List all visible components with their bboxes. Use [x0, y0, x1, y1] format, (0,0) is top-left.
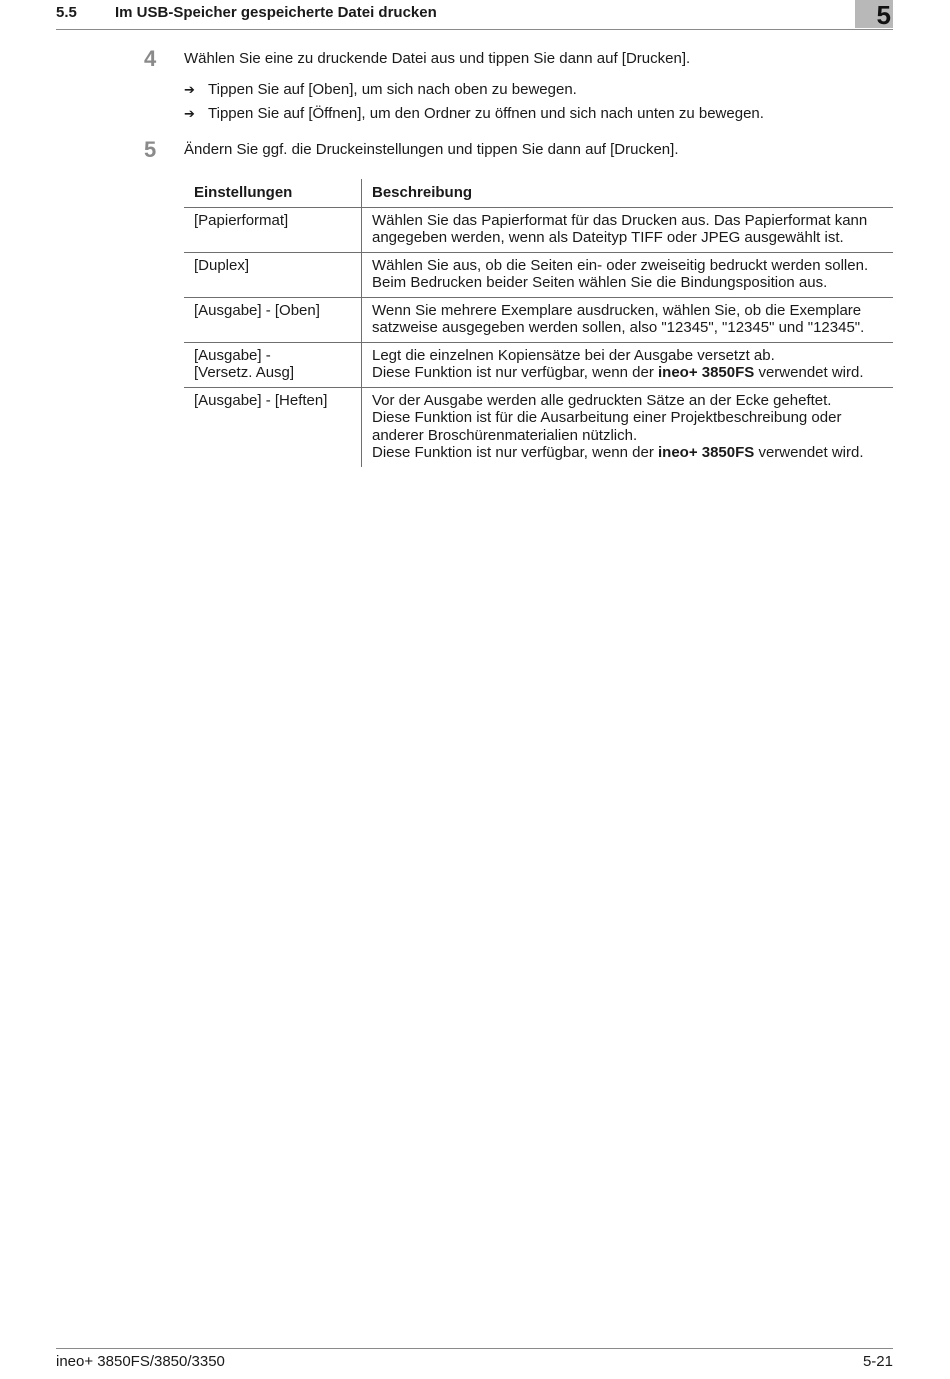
step-4-bullet-1: [184, 81, 577, 99]
chapter-tab: [855, 0, 893, 28]
availability-prefix: Diese Funktion ist nur verfügbar, wenn der: [372, 364, 658, 381]
setting-cell: [Ausgabe] - [Heften]: [184, 387, 362, 467]
description-line: Legt die einzelnen Kopiensätze bei der Ausgabe versetzt ab.: [372, 346, 775, 364]
setting-line: [Ausgabe] -: [194, 346, 271, 364]
arrow-right-icon: ➔: [184, 106, 195, 121]
chapter-number: 5: [876, 0, 891, 30]
setting-cell: [Ausgabe] - [Oben]: [184, 297, 362, 342]
availability-suffix: verwendet wird.: [754, 444, 864, 461]
setting-cell: [Duplex]: [184, 252, 362, 297]
table-row: [184, 387, 893, 467]
setting-line: [Versetz. Ausg]: [194, 364, 295, 381]
description-cell: Wählen Sie aus, ob die Seiten ein- oder zweiseitig bedruckt werden sollen. Beim Bedrucken beider Seiten wählen Sie die Bindungsposition aus.: [372, 256, 869, 291]
section-number: 5.5: [56, 4, 77, 21]
description-line: Vor der Ausgabe werden alle gedruckten Sätze an der Ecke geheftet.: [372, 391, 832, 409]
availability-note: [372, 364, 883, 382]
page-header: [56, 0, 893, 30]
table-row: [184, 207, 893, 252]
availability-note: [372, 444, 883, 462]
bullet-text: Tippen Sie auf [Oben], um sich nach oben zu bewegen.: [208, 81, 577, 98]
description-line: Diese Funktion ist für die Ausarbeitung einer Projektbeschreibung oder anderer Broschürenmaterialien nützlich.: [372, 409, 842, 444]
model-name: ineo+ 3850FS: [657, 444, 755, 461]
page-footer: [56, 1348, 893, 1370]
bullet-text: Tippen Sie auf [Öffnen], um den Ordner zu öffnen und sich nach unten zu bewegen.: [208, 105, 764, 122]
table-row: [184, 297, 893, 342]
table-row: [184, 342, 893, 387]
step-number: 5: [144, 137, 157, 162]
table-header-row: [184, 179, 893, 207]
availability-suffix: verwendet wird.: [754, 364, 864, 381]
page-number: 5-21: [862, 1353, 893, 1370]
description-cell: Wählen Sie das Papierformat für das Drucken aus. Das Papierformat kann angegeben werden, wenn als Dateityp TIFF oder JPEG ausgewählt ist.: [372, 211, 868, 246]
table-row: [184, 252, 893, 297]
step-text: Wählen Sie eine zu druckende Datei aus und tippen Sie dann auf [Drucken].: [184, 50, 691, 67]
description-cell: [362, 342, 894, 387]
model-name: ineo+ 3850FS: [657, 364, 755, 381]
description-cell: Wenn Sie mehrere Exemplare ausdrucken, wählen Sie, ob die Exemplare satzweise ausgegeben werden sollen, also "12345", "12345" und "12345".: [372, 301, 865, 336]
column-header-description: Beschreibung: [372, 184, 473, 201]
settings-table: [184, 179, 893, 467]
column-header-settings: Einstellungen: [184, 179, 362, 207]
availability-prefix: Diese Funktion ist nur verfügbar, wenn der: [372, 444, 658, 461]
arrow-right-icon: ➔: [184, 82, 195, 97]
step-text: Ändern Sie ggf. die Druckeinstellungen und tippen Sie dann auf [Drucken].: [184, 141, 679, 158]
section-title: Im USB-Speicher gespeicherte Datei drucken: [115, 4, 437, 21]
footer-model: ineo+ 3850FS/3850/3350: [56, 1353, 225, 1370]
setting-cell: [184, 342, 362, 387]
setting-cell: [Papierformat]: [184, 207, 362, 252]
step-number: 4: [144, 46, 157, 71]
step-4-bullet-2: [184, 105, 764, 123]
description-cell: [362, 387, 894, 467]
